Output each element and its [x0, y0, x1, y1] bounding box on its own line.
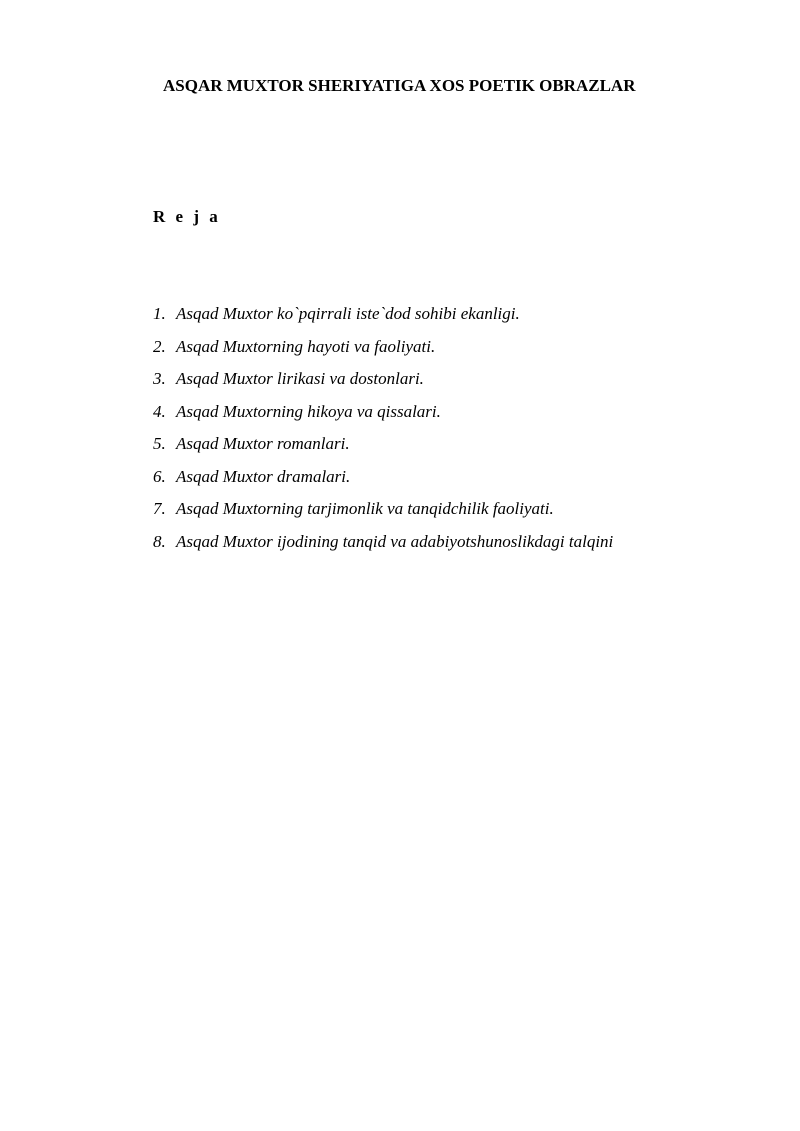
plan-item-number: 2.: [153, 336, 166, 356]
plan-item-number: 5.: [153, 434, 166, 453]
plan-item-number: 6.: [153, 466, 166, 486]
plan-item-text: Asqad Muxtorning hikoya va qissalari.: [176, 401, 441, 421]
plan-item-number: 7.: [153, 499, 166, 518]
plan-item-number: 1.: [153, 304, 166, 323]
plan-item-text: Asqad Muxtor ko`pqirrali iste`dod sohibi ekanligi.: [176, 304, 520, 323]
plan-item-text: Asqad Muxtorning tarjimonlik va tanqidchilik faoliyati.: [176, 499, 554, 518]
plan-item-4: [153, 402, 753, 435]
plan-item-6: [153, 467, 753, 500]
plan-item-text: Asqad Muxtor dramalari.: [176, 466, 351, 486]
plan-item-7: [153, 499, 753, 532]
plan-item-3: [153, 369, 753, 402]
plan-item-text: Asqad Muxtor ijodining tanqid va adabiyotshunoslikdagi talqini: [176, 531, 614, 551]
plan-list: [153, 304, 753, 564]
plan-item-text: Asqad Muxtor romanlari.: [176, 434, 350, 453]
plan-item-text: Asqad Muxtor lirikasi va dostonlari.: [176, 369, 424, 388]
plan-item-1: [153, 304, 753, 337]
plan-item-number: 4.: [153, 401, 166, 421]
plan-item-5: [153, 434, 753, 467]
document-title: ASQAR MUXTOR SHERIYATIGA XOS POETIK OBRAZLAR: [163, 76, 636, 95]
plan-item-number: 8.: [153, 531, 166, 551]
plan-item-8: [153, 532, 753, 565]
plan-item-text: Asqad Muxtorning hayoti va faoliyati.: [176, 336, 436, 356]
plan-item-number: 3.: [153, 369, 166, 388]
plan-item-2: [153, 337, 753, 370]
section-heading-reja: R e j a: [153, 207, 221, 226]
